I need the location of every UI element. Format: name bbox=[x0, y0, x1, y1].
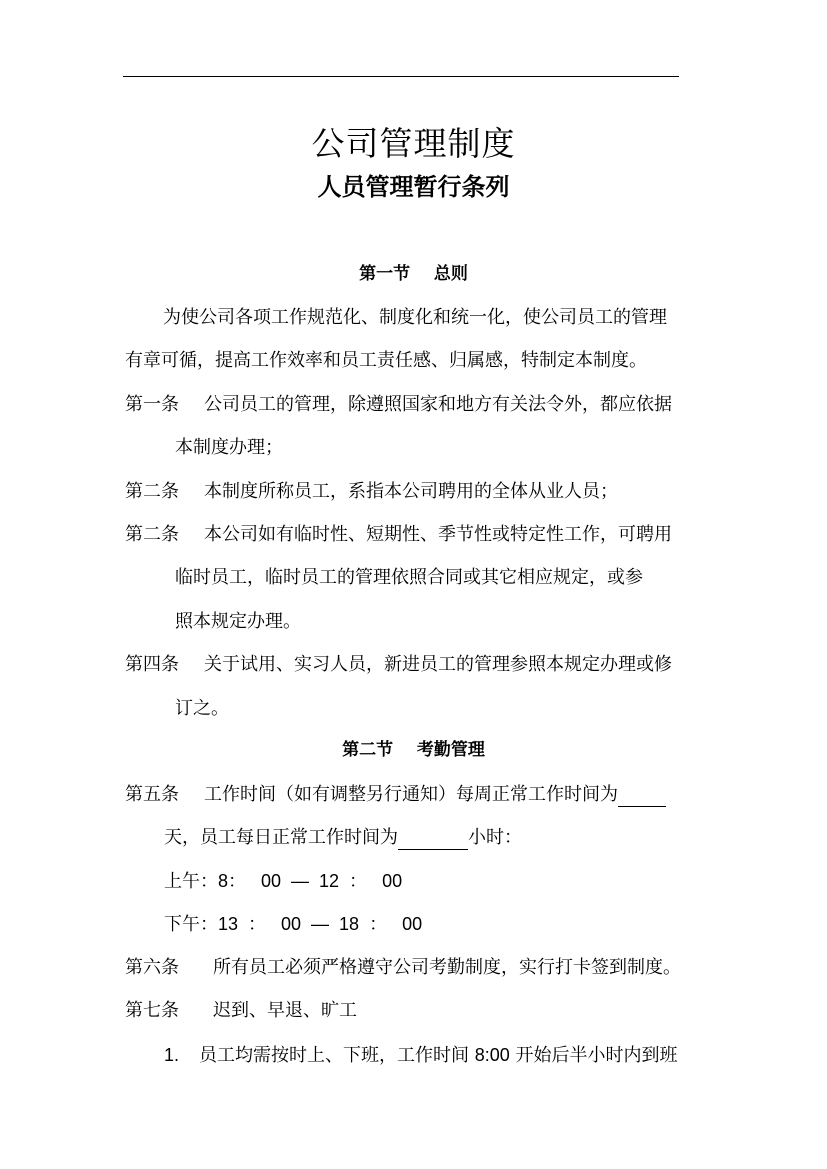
article-label: 第五条 bbox=[125, 784, 179, 805]
article-text-part: 工作时间（如有调整另行通知）每周正常工作时间为 bbox=[204, 784, 618, 805]
afternoon-label: 下午： bbox=[164, 914, 218, 935]
fill-in-blank-days[interactable] bbox=[618, 786, 666, 807]
article-label: 第七条 bbox=[125, 1000, 179, 1021]
morning-hours bbox=[164, 869, 402, 894]
article-text: 订之。 bbox=[175, 698, 229, 719]
list-item-text bbox=[199, 1043, 678, 1068]
document-subtitle: 人员管理暂行条列 bbox=[317, 172, 510, 201]
work-start-time: 8:00 bbox=[474, 1045, 510, 1065]
intro-line-1: 为使公司各项工作规范化、制度化和统一化，使公司员工的管理 bbox=[163, 307, 667, 328]
article-label: 第一条 bbox=[125, 394, 179, 415]
article-text: 临时员工，临时员工的管理依照合同或其它相应规定，或参 bbox=[175, 567, 643, 588]
intro-line-2: 有章可循，提高工作效率和员工责任感、归属感，特制定本制度。 bbox=[125, 350, 647, 371]
article-label: 第四条 bbox=[125, 654, 179, 675]
article-text: 照本规定办理。 bbox=[175, 611, 301, 632]
list-item-text-part: 员工均需按时上、下班，工作时间 bbox=[199, 1045, 475, 1066]
article-text bbox=[204, 783, 666, 807]
document-title: 公司管理制度 bbox=[311, 124, 516, 163]
article-label: 第二条 bbox=[125, 524, 179, 545]
article-text: 所有员工必须严格遵守公司考勤制度，实行打卡签到制度。 bbox=[213, 957, 681, 978]
article-label: 第六条 bbox=[125, 957, 179, 978]
morning-label: 上午： bbox=[164, 871, 218, 892]
article-text-part: 天，员工每日正常工作时间为 bbox=[164, 827, 398, 848]
article-text: 关于试用、实习人员，新进员工的管理参照本规定办理或修 bbox=[204, 654, 672, 675]
afternoon-hours bbox=[164, 912, 422, 937]
article-text-part: 小时： bbox=[468, 827, 522, 848]
section-heading-attendance: 第二节 考勤管理 bbox=[342, 740, 485, 760]
afternoon-time: 13 ： 00 — 18 ： 00 bbox=[218, 914, 423, 934]
section-heading-general: 第一节 总则 bbox=[359, 264, 468, 284]
list-item-number: 1. bbox=[164, 1045, 180, 1065]
article-text bbox=[164, 826, 522, 850]
article-text: 公司员工的管理，除遵照国家和地方有关法令外，都应依据 bbox=[204, 394, 672, 415]
article-text: 本制度办理； bbox=[175, 437, 283, 458]
article-text: 迟到、早退、旷工 bbox=[213, 1000, 357, 1021]
article-label: 第二条 bbox=[125, 481, 179, 502]
article-text: 本公司如有临时性、短期性、季节性或特定性工作，可聘用 bbox=[204, 524, 672, 545]
fill-in-blank-hours[interactable] bbox=[398, 829, 468, 850]
list-item-text-part: 开始后半小时内到班 bbox=[509, 1045, 678, 1066]
header-rule bbox=[123, 76, 679, 77]
article-text: 本制度所称员工，系指本公司聘用的全体从业人员； bbox=[204, 481, 618, 502]
morning-time: 8： 00 — 12 ： 00 bbox=[218, 871, 403, 891]
